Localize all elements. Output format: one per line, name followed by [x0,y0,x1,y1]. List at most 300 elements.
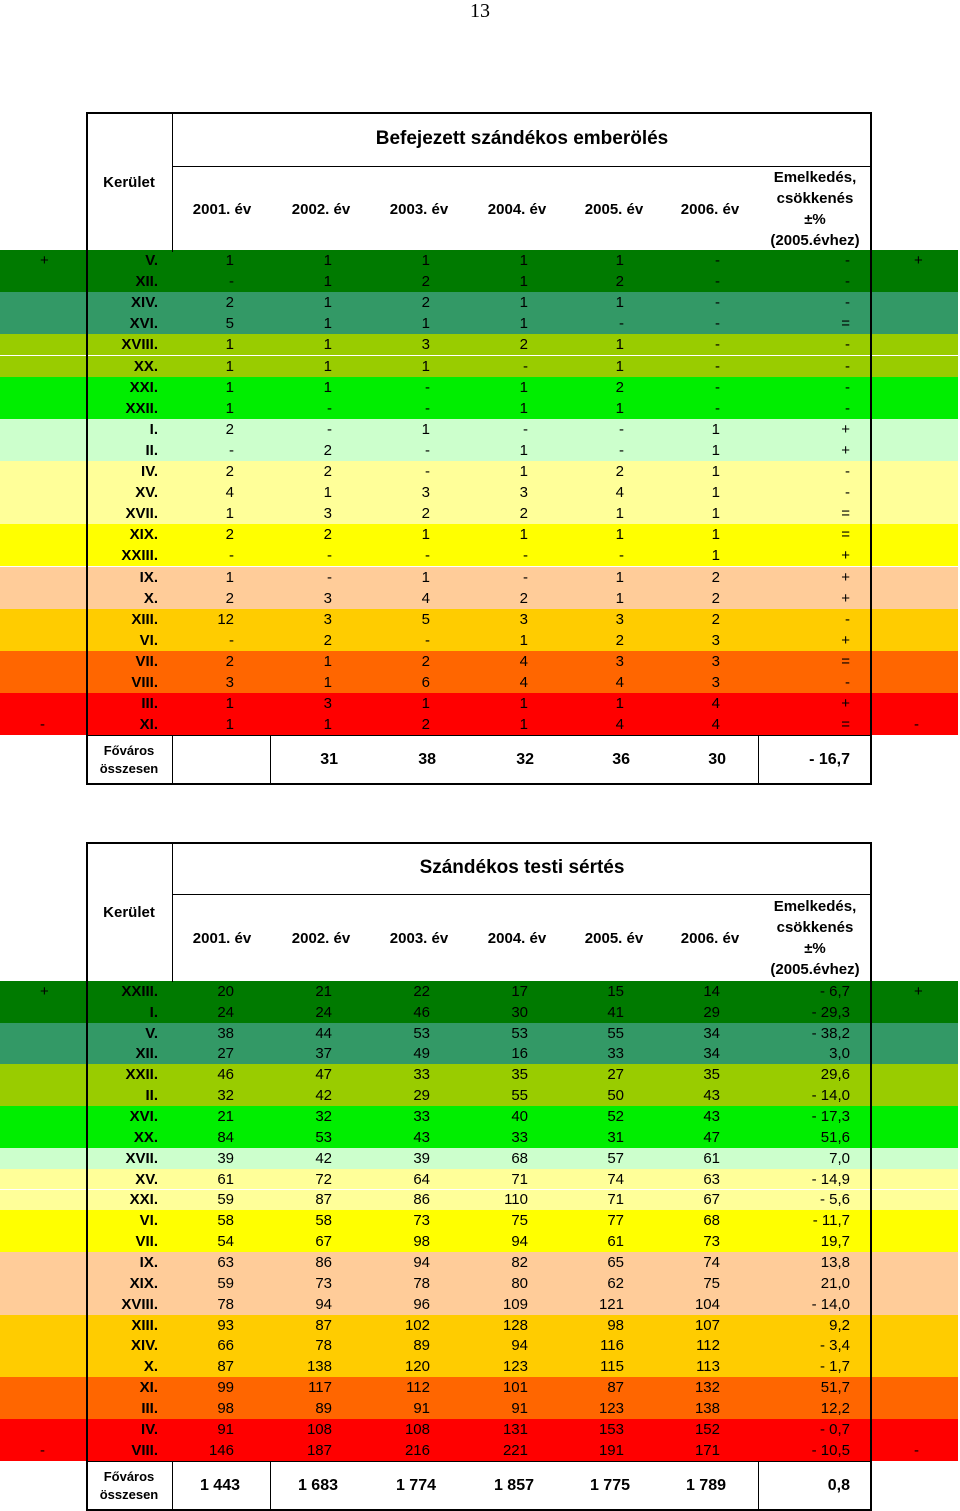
year-header: 2001. év [192,929,252,947]
trend-marker-right: - [914,716,919,734]
change-cell: - 6,7 [819,982,850,1000]
trend-marker-right [872,545,958,566]
column-divider [172,112,173,252]
value-cell: 98 [413,1233,430,1251]
trend-marker-left [0,1085,86,1106]
value-cell: 34 [703,1045,720,1063]
change-cell: + [841,568,850,586]
value-cell: 2 [421,716,430,734]
trend-marker-left [0,524,86,545]
district-cell: XIII. [131,610,158,628]
trend-marker-right [872,398,958,419]
value-cell: - [619,420,624,438]
district-cell: XXI. [129,1191,158,1209]
trend-marker-left [0,461,86,482]
trend-marker-right [872,672,958,693]
value-cell: 216 [404,1441,430,1459]
district-cell: I. [149,420,158,438]
trend-marker-right [872,377,958,398]
value-cell: 32 [217,1087,234,1105]
district-cell: VI. [139,631,158,649]
trend-marker-left [0,672,86,693]
value-cell: 98 [607,1316,624,1334]
change-header-line: Emelkedés, [773,169,857,186]
trend-marker-left [0,1169,86,1190]
value-cell: 80 [511,1274,528,1292]
value-cell: 78 [315,1337,332,1355]
district-cell: XVIII. [121,1295,158,1313]
district-cell: XVII. [125,505,158,523]
total-value-cell: 1 775 [589,1476,630,1494]
value-cell: 17 [511,982,528,1000]
trend-marker-right [872,630,958,651]
change-cell: + [841,631,850,649]
value-cell: 47 [315,1066,332,1084]
district-cell: XIII. [131,1316,158,1334]
change-header-line: csökkenés [776,919,854,936]
value-cell: 5 [225,315,234,333]
value-cell: 1 [323,273,332,291]
value-cell: 12 [217,610,234,628]
change-cell: = [841,652,850,670]
trend-marker-left [0,503,86,524]
trend-marker-right [872,609,958,630]
district-cell: XV. [135,484,158,502]
district-cell: VIII. [131,1441,158,1459]
trend-marker-left [0,334,86,355]
value-cell: 24 [315,1003,332,1021]
value-cell: 73 [703,1233,720,1251]
value-cell: 37 [315,1045,332,1063]
value-cell: 86 [315,1253,332,1271]
change-cell: 51,6 [820,1128,850,1146]
value-cell: - [523,568,528,586]
value-cell: 96 [413,1295,430,1313]
value-cell: 29 [413,1087,430,1105]
value-cell: - [715,336,720,354]
value-cell: 4 [225,484,234,502]
value-cell: 53 [315,1128,332,1146]
value-cell: 152 [694,1420,720,1438]
value-cell: 24 [217,1003,234,1021]
change-cell: - 14,0 [811,1295,850,1313]
value-cell: 1 [519,463,528,481]
district-cell: IV. [141,1420,158,1438]
total-value-cell: 36 [612,751,630,769]
value-cell: 1 [323,357,332,375]
district-cell: IX. [139,568,158,586]
change-cell: - [845,357,850,375]
district-cell: XII. [135,1045,158,1063]
trend-marker-right [872,1169,958,1190]
value-cell: - [425,378,430,396]
column-divider [172,735,173,785]
value-cell: 2 [519,505,528,523]
trend-marker-right [872,440,958,461]
value-cell: 2 [323,441,332,459]
year-header: 2005. év [584,200,644,218]
value-cell: 68 [703,1212,720,1230]
trend-marker-right [872,588,958,609]
trend-marker-left [0,1127,86,1148]
value-cell: 63 [703,1170,720,1188]
value-cell: 1 [323,378,332,396]
value-cell: - [523,547,528,565]
value-cell: 15 [607,982,624,1000]
value-cell: 75 [703,1274,720,1292]
district-header: Kerület [103,903,155,921]
year-header: 2003. év [389,200,449,218]
value-cell: - [425,631,430,649]
row-divider [86,735,872,736]
change-cell: + [841,547,850,565]
value-cell: 2 [323,463,332,481]
value-cell: 1 [225,568,234,586]
value-cell: 44 [315,1024,332,1042]
trend-marker-left [0,1106,86,1127]
trend-marker-right [872,419,958,440]
value-cell: 3 [519,610,528,628]
value-cell: 89 [413,1337,430,1355]
page-number: 13 [470,0,490,22]
value-cell: 1 [519,294,528,312]
value-cell: 58 [217,1212,234,1230]
value-cell: 3 [323,610,332,628]
change-cell: - 3,4 [819,1337,850,1355]
value-cell: 113 [696,1358,720,1376]
trend-marker-left: + [40,982,49,1000]
trend-marker-right [872,1252,958,1273]
value-cell: 4 [519,652,528,670]
table-frame [86,112,872,785]
value-cell: 2 [615,378,624,396]
value-cell: 1 [421,357,430,375]
value-cell: - [425,441,430,459]
trend-marker-left [0,356,86,377]
total-value-cell: 38 [418,751,436,769]
value-cell: 42 [315,1087,332,1105]
value-cell: - [715,378,720,396]
value-cell: 2 [421,505,430,523]
district-cell: XV. [135,1170,158,1188]
value-cell: 47 [703,1128,720,1146]
value-cell: 4 [711,716,720,734]
value-cell: 46 [413,1003,430,1021]
value-cell: 3 [711,652,720,670]
district-cell: XIV. [131,1337,158,1355]
trend-marker-left [0,588,86,609]
value-cell: 1 [225,336,234,354]
change-cell: + [841,695,850,713]
district-cell: XXII. [125,399,158,417]
value-cell: 78 [217,1295,234,1313]
value-cell: 1 [519,273,528,291]
value-cell: 6 [421,674,430,692]
value-cell: 73 [315,1274,332,1292]
change-cell: - [845,378,850,396]
value-cell: 1 [519,695,528,713]
total-label-line: Főváros [103,743,155,759]
value-cell: 4 [615,674,624,692]
value-cell: 66 [217,1337,234,1355]
value-cell: 33 [607,1045,624,1063]
value-cell: - [229,273,234,291]
value-cell: - [619,441,624,459]
change-cell: = [841,315,850,333]
trend-marker-right [872,334,958,355]
value-cell: 146 [208,1441,234,1459]
value-cell: 104 [694,1295,720,1313]
value-cell: 2 [711,610,720,628]
value-cell: 2 [615,631,624,649]
year-header: 2003. év [389,929,449,947]
change-cell: = [841,526,850,544]
value-cell: 21 [217,1108,234,1126]
change-cell: - 5,6 [819,1191,850,1209]
value-cell: 1 [323,315,332,333]
value-cell: 117 [308,1379,332,1397]
column-divider [172,842,173,982]
change-cell: - 17,3 [811,1108,850,1126]
value-cell: 1 [711,526,720,544]
value-cell: 1 [323,652,332,670]
value-cell: 43 [703,1087,720,1105]
value-cell: 3 [519,484,528,502]
trend-marker-right [872,461,958,482]
change-cell: + [841,589,850,607]
value-cell: 1 [615,357,624,375]
trend-marker-left [0,1148,86,1169]
column-divider [758,1461,759,1511]
change-cell: + [841,420,850,438]
column-divider [758,735,759,785]
change-cell: 29,6 [820,1066,850,1084]
value-cell: - [229,441,234,459]
value-cell: 67 [703,1191,720,1209]
value-cell: 39 [217,1149,234,1167]
total-value-cell: 31 [320,751,338,769]
value-cell: 35 [703,1066,720,1084]
value-cell: 131 [502,1420,528,1438]
value-cell: 120 [404,1358,430,1376]
trend-marker-right [872,1044,958,1065]
value-cell: 1 [615,294,624,312]
value-cell: 78 [413,1274,430,1292]
value-cell: 33 [511,1128,528,1146]
value-cell: 1 [711,441,720,459]
value-cell: 4 [711,695,720,713]
value-cell: - [327,420,332,438]
district-cell: XXIII. [121,982,158,1000]
value-cell: 58 [315,1212,332,1230]
value-cell: 1 [519,631,528,649]
trend-marker-left [0,1210,86,1231]
value-cell: 1 [615,505,624,523]
value-cell: 102 [404,1316,430,1334]
change-cell: 3,0 [829,1045,850,1063]
district-cell: XVII. [125,1149,158,1167]
total-change-cell: - 16,7 [809,751,850,769]
change-cell: = [841,716,850,734]
table-frame [86,842,872,1511]
value-cell: 112 [406,1379,430,1397]
value-cell: - [715,252,720,270]
district-header: Kerület [103,173,155,191]
value-cell: 4 [421,589,430,607]
value-cell: 1 [225,399,234,417]
district-cell: XI. [139,716,158,734]
value-cell: 2 [225,526,234,544]
trend-marker-left [0,1419,86,1440]
value-cell: 86 [413,1191,430,1209]
value-cell: 39 [413,1149,430,1167]
value-cell: 191 [598,1441,624,1459]
value-cell: - [715,294,720,312]
value-cell: 2 [519,589,528,607]
value-cell: 31 [607,1128,624,1146]
district-cell: XIV. [131,294,158,312]
value-cell: 1 [323,716,332,734]
trend-marker-right [872,1231,958,1252]
district-cell: XII. [135,273,158,291]
change-cell: 51,7 [820,1379,850,1397]
value-cell: 75 [511,1212,528,1230]
trend-marker-right [872,1190,958,1211]
value-cell: 87 [607,1379,624,1397]
value-cell: 53 [413,1024,430,1042]
value-cell: 2 [225,652,234,670]
change-header-line: ±% [804,211,826,228]
trend-marker-left [0,693,86,714]
value-cell: 91 [217,1420,234,1438]
value-cell: 1 [711,484,720,502]
total-label-line: összesen [99,761,159,777]
change-cell: - 1,7 [819,1358,850,1376]
value-cell: 87 [315,1316,332,1334]
value-cell: 2 [225,420,234,438]
value-cell: 43 [703,1108,720,1126]
district-cell: X. [143,1358,158,1376]
trend-marker-left [0,377,86,398]
value-cell: 54 [217,1233,234,1251]
value-cell: 1 [519,526,528,544]
district-cell: VII. [135,652,158,670]
change-cell: - [845,463,850,481]
value-cell: 32 [315,1108,332,1126]
value-cell: - [715,273,720,291]
value-cell: 3 [323,505,332,523]
trend-marker-right [872,1127,958,1148]
value-cell: 1 [711,547,720,565]
value-cell: 2 [225,463,234,481]
district-cell: II. [145,1087,158,1105]
value-cell: 71 [607,1191,624,1209]
value-cell: 2 [323,526,332,544]
value-cell: 1 [421,695,430,713]
year-header: 2006. év [680,200,740,218]
value-cell: 108 [306,1420,332,1438]
change-cell: - [845,484,850,502]
trend-marker-right [872,693,958,714]
value-cell: 94 [511,1337,528,1355]
change-header-line: (2005.évhez) [770,232,860,249]
value-cell: 33 [413,1066,430,1084]
change-cell: - [845,674,850,692]
value-cell: 2 [225,294,234,312]
trend-marker-left [0,1273,86,1294]
value-cell: 1 [421,315,430,333]
value-cell: 221 [502,1441,528,1459]
value-cell: 108 [404,1420,430,1438]
district-cell: XIX. [129,526,158,544]
trend-marker-left [0,313,86,334]
trend-marker-left [0,1356,86,1377]
change-cell: 19,7 [820,1233,850,1251]
value-cell: 68 [511,1149,528,1167]
trend-marker-right [872,1294,958,1315]
change-cell: - [845,336,850,354]
value-cell: 1 [711,505,720,523]
trend-marker-left: + [40,252,49,270]
value-cell: 1 [225,357,234,375]
value-cell: 110 [504,1191,528,1209]
value-cell: 29 [703,1003,720,1021]
value-cell: 1 [323,484,332,502]
trend-marker-left [0,1231,86,1252]
trend-marker-left [0,651,86,672]
value-cell: 87 [315,1191,332,1209]
value-cell: 1 [615,252,624,270]
change-cell: 9,2 [829,1316,850,1334]
trend-marker-right [872,1335,958,1356]
value-cell: 138 [694,1399,720,1417]
value-cell: 1 [519,252,528,270]
year-header: 2002. év [291,929,351,947]
district-cell: VI. [139,1212,158,1230]
value-cell: 1 [225,716,234,734]
value-cell: - [619,315,624,333]
column-divider [270,735,271,785]
year-header: 2004. év [487,929,547,947]
value-cell: 67 [315,1233,332,1251]
value-cell: 1 [615,399,624,417]
value-cell: 77 [607,1212,624,1230]
value-cell: 27 [607,1066,624,1084]
change-header-line: csökkenés [776,190,854,207]
change-cell: - [845,399,850,417]
trend-marker-left: - [40,716,45,734]
district-cell: VII. [135,1233,158,1251]
value-cell: 1 [519,315,528,333]
district-cell: III. [141,1399,158,1417]
district-cell: XIX. [129,1274,158,1292]
trend-marker-left [0,398,86,419]
value-cell: 64 [413,1170,430,1188]
trend-marker-left [0,1002,86,1023]
value-cell: 2 [421,294,430,312]
value-cell: 112 [696,1337,720,1355]
total-value-cell: 30 [708,751,726,769]
value-cell: 52 [607,1108,624,1126]
trend-marker-right [872,1210,958,1231]
value-cell: 1 [519,441,528,459]
trend-marker-left [0,271,86,292]
value-cell: 1 [711,463,720,481]
value-cell: 4 [519,674,528,692]
district-cell: V. [145,1024,158,1042]
value-cell: 34 [703,1024,720,1042]
district-cell: IV. [141,463,158,481]
